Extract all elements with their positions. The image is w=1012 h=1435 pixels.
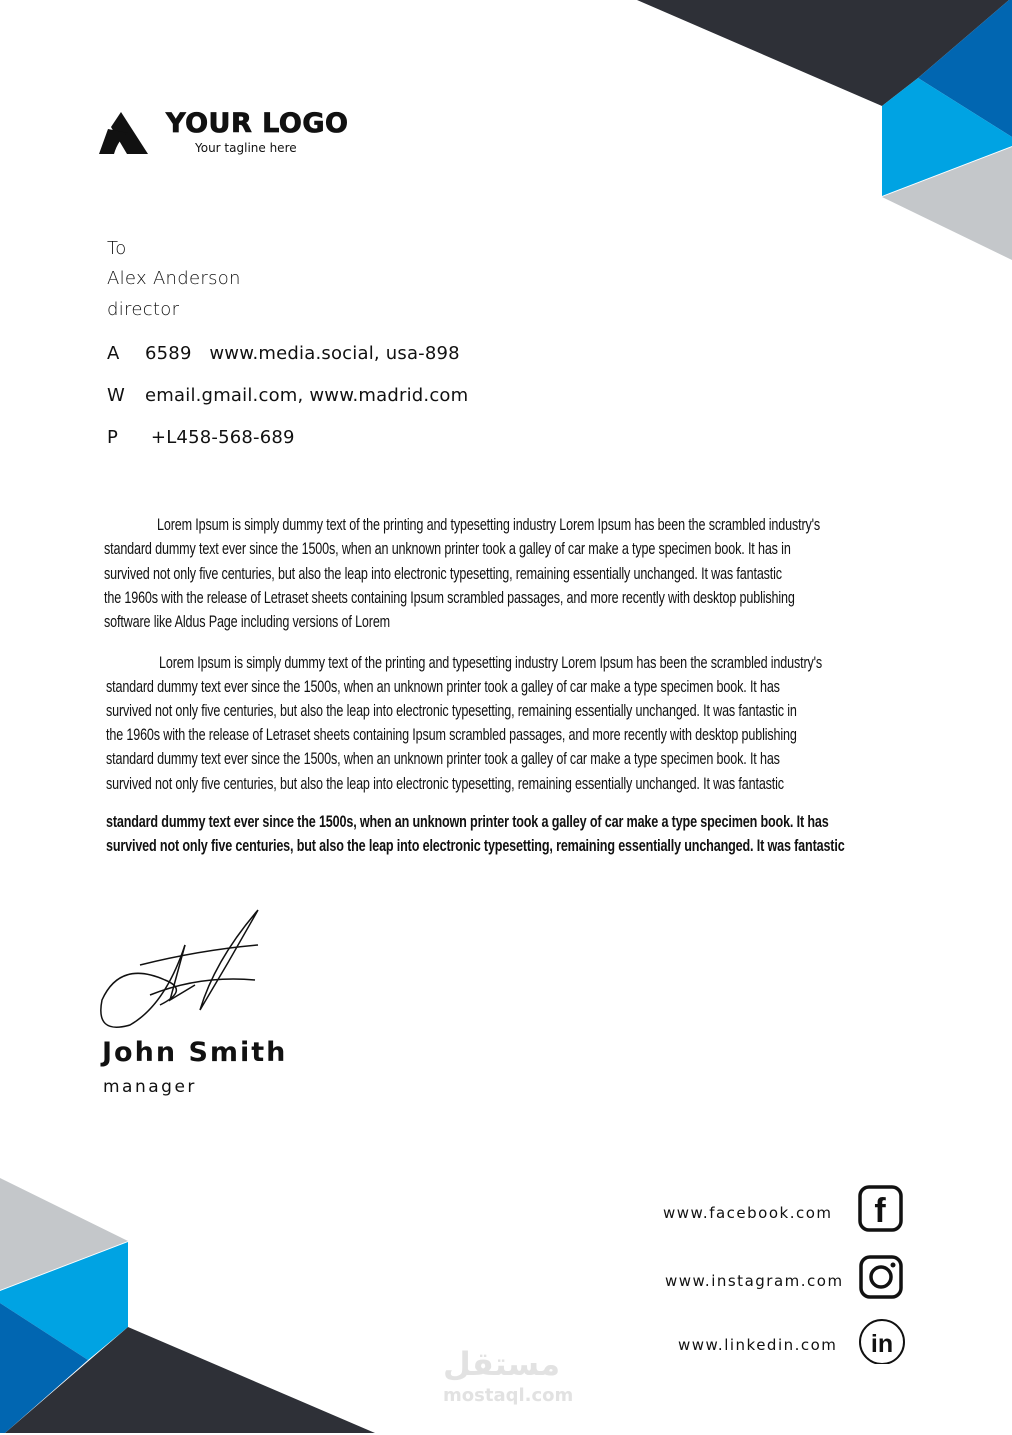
facebook-link[interactable]: www.facebook.com — [663, 1204, 833, 1222]
facebook-icon[interactable] — [860, 1187, 901, 1230]
svg-text:f: f — [874, 1192, 886, 1230]
contact-phone — [107, 427, 295, 448]
body-line: survived not only five centuries, but also the leap into electronic typesetting, remaining essentially unchanged. It was fantastic in — [106, 701, 797, 720]
contact-key: P — [107, 427, 119, 448]
body-line: survived not only five centuries, but also the leap into electronic typesetting, remaining essentially unchanged. It was fantastic — [106, 836, 845, 855]
body-line: Lorem Ipsum is simply dummy text of the printing and typesetting industry Lorem Ipsum has been the scrambled industry's — [159, 653, 823, 672]
body-line: survived not only five centuries, but also the leap into electronic typesetting, remaining essentially unchanged. It was fantastic — [106, 774, 784, 793]
contact-value: +L458-568-689 — [145, 427, 295, 448]
contact-key: W — [107, 385, 125, 406]
contact-key: A — [107, 343, 120, 364]
body-line: the 1960s with the release of Letraset sheets containing Ipsum scrambled passages, and more recently with desktop publishing — [106, 725, 797, 744]
signer-role: manager — [103, 1077, 197, 1097]
signer-name: John Smith — [102, 1037, 288, 1068]
instagram-link[interactable]: www.instagram.com — [665, 1272, 844, 1290]
instagram-icon[interactable] — [861, 1257, 901, 1297]
contact-value: 6589 www.media.social, usa-898 — [145, 343, 460, 364]
recipient-title: director — [107, 299, 180, 320]
contact-web — [107, 385, 468, 406]
linkedin-icon[interactable] — [860, 1320, 904, 1364]
logo-tagline: Your tagline here — [195, 141, 297, 155]
body-line: the 1960s with the release of Letraset sheets containing Ipsum scrambled passages, and more recently with desktop publishing — [104, 588, 795, 607]
body-line: standard dummy text ever since the 1500s, when an unknown printer took a galley of car make a type specimen book. It has in — [104, 539, 791, 558]
body-line: standard dummy text ever since the 1500s, when an unknown printer took a galley of car make a type specimen book. It has — [106, 812, 829, 831]
watermark-latin: mostaql.com — [443, 1385, 574, 1406]
linkedin-link[interactable]: www.linkedin.com — [678, 1336, 838, 1354]
recipient-to-label: To — [107, 238, 127, 259]
social-icons — [855, 1184, 911, 1364]
contact-value: email.gmail.com, www.madrid.com — [145, 385, 469, 406]
logo-mark-icon — [99, 112, 148, 154]
top-right-corner-shapes — [637, 0, 1012, 260]
bottom-left-corner-shapes — [0, 1178, 375, 1433]
body-line: survived not only five centuries, but also the leap into electronic typesetting, remaining essentially unchanged. It was fantastic — [104, 564, 782, 583]
contact-address — [107, 343, 460, 364]
logo-title: YOUR LOGO — [166, 108, 349, 139]
body-line: software like Aldus Page including versions of Lorem — [104, 612, 390, 631]
svg-text:in: in — [870, 1330, 894, 1358]
body-line: Lorem Ipsum is simply dummy text of the printing and typesetting industry Lorem Ipsum has been the scrambled industry's — [157, 515, 821, 534]
signature-icon — [101, 910, 258, 1027]
body-line: standard dummy text ever since the 1500s, when an unknown printer took a galley of car make a type specimen book. It has — [106, 677, 780, 696]
recipient-name: Alex Anderson — [107, 268, 241, 289]
watermark-arabic: مستقل — [443, 1345, 561, 1383]
body-line: standard dummy text ever since the 1500s, when an unknown printer took a galley of car make a type specimen book. It has — [106, 749, 780, 768]
